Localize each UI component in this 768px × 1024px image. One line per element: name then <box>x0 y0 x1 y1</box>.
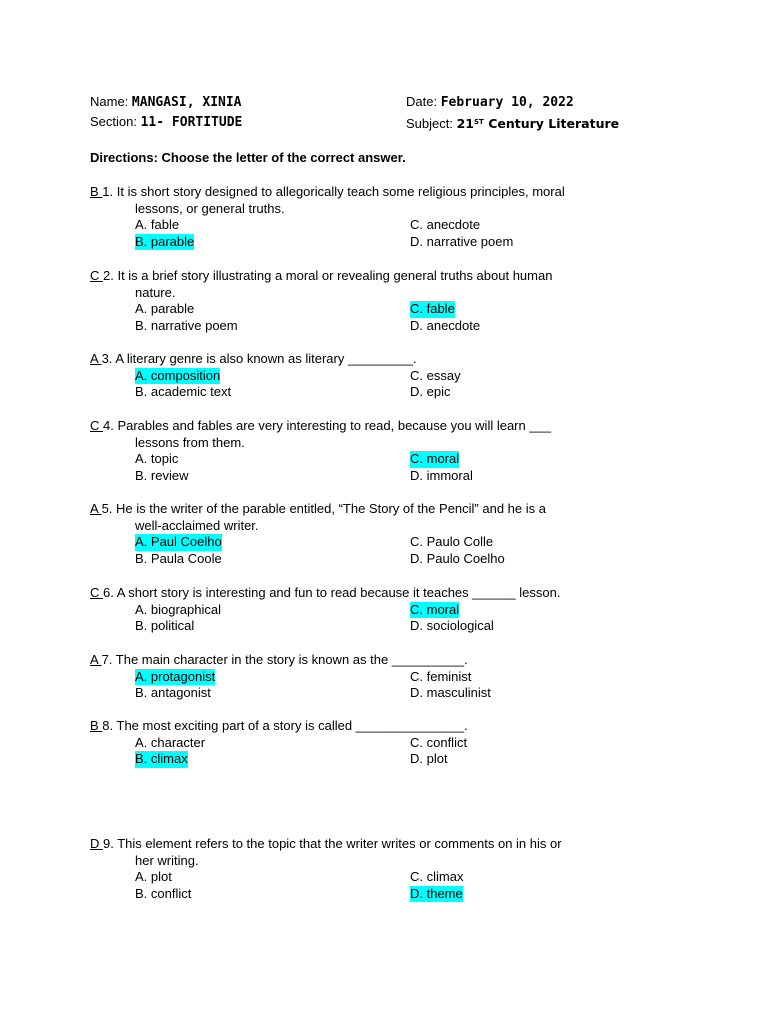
option-c: C. moral <box>410 451 460 466</box>
options <box>90 869 690 902</box>
subject-rest: Century Literature <box>483 116 620 131</box>
options <box>90 669 690 702</box>
option-d: D. sociological <box>410 618 494 633</box>
answer-letter: C <box>90 418 103 433</box>
option-b: B. parable <box>135 233 195 249</box>
option-c: C. fable <box>410 301 455 316</box>
subject-field <box>406 114 619 133</box>
options <box>90 451 690 484</box>
option-c: C. conflict <box>410 734 468 750</box>
subject-label: Subject: <box>406 116 453 131</box>
options <box>90 735 690 768</box>
question-9 <box>90 836 690 902</box>
option-a: A. topic <box>135 451 179 466</box>
option-d: D. immoral <box>410 467 473 483</box>
option-a: A. biographical <box>135 601 221 617</box>
question-text: 3. A literary genre is also known as literary _________. <box>101 351 417 366</box>
question-2 <box>90 268 690 334</box>
question-5 <box>90 501 690 567</box>
option-c: C. climax <box>410 869 464 884</box>
option-b: B. narrative poem <box>135 317 238 333</box>
question-stem <box>90 184 690 201</box>
option-d: D. epic <box>410 384 451 399</box>
section-field <box>90 114 242 132</box>
option-a: A. plot <box>135 869 172 884</box>
answer-sheet <box>90 94 690 168</box>
subject-number: 21 <box>456 116 475 131</box>
subject-superscript: ST <box>474 118 484 126</box>
question-text-continued: lessons from them. <box>135 434 245 450</box>
question-3 <box>90 351 690 401</box>
question-text: 9. This element refers to the topic that the writer writes or comments on in his or <box>103 836 562 851</box>
option-b: B. antagonist <box>135 685 211 700</box>
question-1 <box>90 184 690 250</box>
section-value: 11- FORTITUDE <box>140 115 243 130</box>
question-text: 5. He is the writer of the parable entitled, “The Story of the Pencil” and he is a <box>101 501 546 516</box>
question-6 <box>90 585 690 635</box>
answer-letter: A <box>90 652 102 667</box>
date-label: Date: <box>406 94 438 109</box>
option-a: A. character <box>135 734 206 750</box>
option-d: D. theme <box>410 885 463 901</box>
option-b: B. Paula Coole <box>135 550 222 566</box>
question-text-continued: nature. <box>135 284 176 300</box>
answer-letter: C <box>90 268 103 283</box>
options <box>90 217 690 250</box>
question-text-continued: her writing. <box>135 852 199 868</box>
option-b: B. review <box>135 467 189 483</box>
question-text-continued: well-acclaimed writer. <box>135 517 259 533</box>
answer-letter: B <box>90 718 103 733</box>
question-4 <box>90 418 690 484</box>
answer-letter: A <box>90 501 102 516</box>
name-field <box>90 94 242 112</box>
question-text: 8. The most exciting part of a story is called _______________. <box>102 718 468 733</box>
option-a: A. protagonist <box>135 668 216 684</box>
date-value: February 10, 2022 <box>440 95 574 110</box>
option-b: B. climax <box>135 751 188 766</box>
section-label: Section: <box>90 114 137 129</box>
header-row-2 <box>90 114 690 134</box>
option-d: D. plot <box>410 751 448 766</box>
option-c: C. Paulo Colle <box>410 534 494 549</box>
name-value: MANGASI, XINIA <box>131 95 242 110</box>
directions: Directions: Choose the letter of the correct answer. <box>90 150 406 165</box>
option-c: C. essay <box>410 367 461 383</box>
answer-letter: B <box>90 184 103 199</box>
question-text: 7. The main character in the story is known as the __________. <box>101 652 468 667</box>
option-d: D. narrative poem <box>410 233 514 249</box>
question-stem <box>90 585 690 602</box>
options <box>90 368 690 401</box>
answer-letter: A <box>90 351 102 366</box>
question-8 <box>90 718 690 768</box>
options <box>90 602 690 635</box>
question-text-continued: lessons, or general truths. <box>135 200 285 216</box>
question-stem <box>90 718 690 735</box>
name-label: Name: <box>90 94 129 109</box>
question-text: 4. Parables and fables are very interesting to read, because you will learn ___ <box>103 418 552 433</box>
answer-letter: D <box>90 836 103 851</box>
option-a: A. fable <box>135 217 180 232</box>
subject-value <box>457 116 620 131</box>
question-stem <box>90 418 690 435</box>
question-text: 1. It is short story designed to allegorically teach some religious principles, moral <box>102 184 565 199</box>
option-c: C. moral <box>410 601 460 617</box>
option-a: A. Paul Coelho <box>135 534 222 549</box>
option-b: B. academic text <box>135 384 232 399</box>
option-c: C. anecdote <box>410 217 481 232</box>
answer-letter: C <box>90 585 103 600</box>
option-c: C. feminist <box>410 668 472 684</box>
question-stem <box>90 836 690 853</box>
question-stem <box>90 652 690 669</box>
question-text: 2. It is a brief story illustrating a moral or revealing general truths about human <box>103 268 553 283</box>
option-b: B. political <box>135 618 195 633</box>
question-7 <box>90 652 690 702</box>
date-field <box>406 94 574 112</box>
question-stem <box>90 351 690 368</box>
question-text: 6. A short story is interesting and fun to read because it teaches ______ lesson. <box>103 585 561 600</box>
option-a: A. composition <box>135 367 221 383</box>
option-b: B. conflict <box>135 885 192 901</box>
option-d: D. anecdote <box>410 317 481 333</box>
question-stem <box>90 268 690 285</box>
question-stem <box>90 501 690 518</box>
options <box>90 301 690 334</box>
option-d: D. Paulo Coelho <box>410 550 505 566</box>
header-row-1 <box>90 94 690 114</box>
options <box>90 534 690 567</box>
option-a: A. parable <box>135 301 195 316</box>
option-d: D. masculinist <box>410 685 491 700</box>
